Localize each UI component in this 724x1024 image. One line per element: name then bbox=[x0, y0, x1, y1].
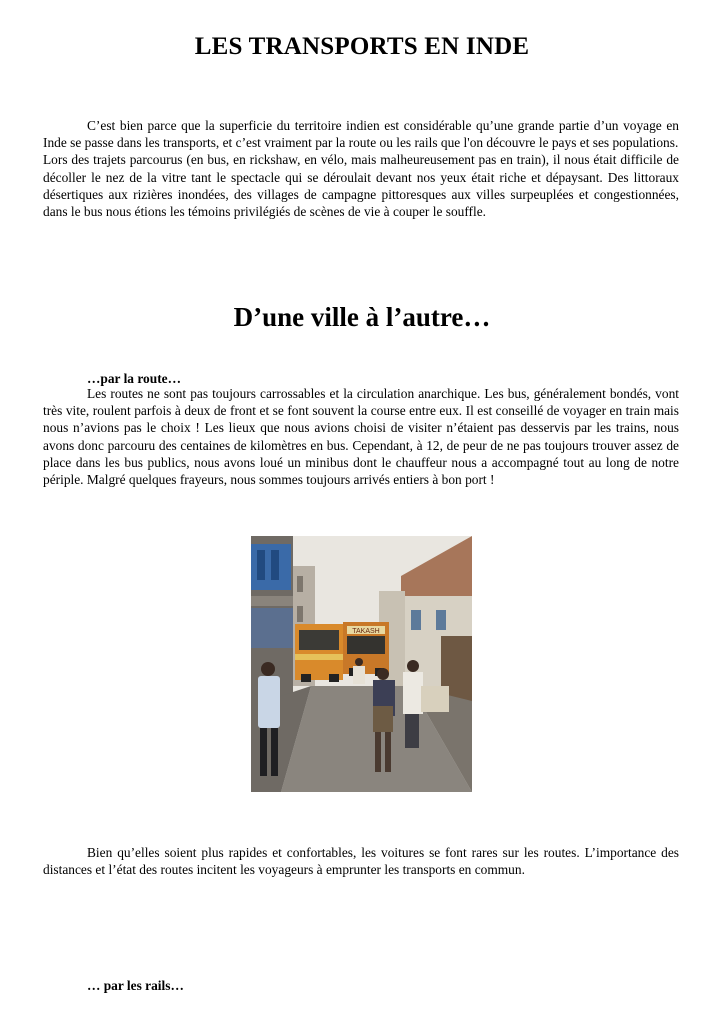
section-title: D’une ville à l’autre… bbox=[233, 302, 491, 332]
cars-paragraph bbox=[43, 844, 679, 878]
intro-paragraph bbox=[43, 117, 679, 220]
rails-heading: … par les rails… bbox=[87, 978, 184, 993]
intro-text-1: C’est bien parce que la superficie du territoire indien est considérable qu’une grande partie d’un voyage en Inde se passe dans les transports, et c’est vraiment par la route ou les rails que l'on découvre le pays et ses populations. bbox=[43, 118, 679, 151]
route-heading: …par la route… bbox=[87, 371, 181, 386]
cars-text: Bien qu’elles soient plus rapides et confortables, les voitures se font rares sur les routes. L’importance des distances et l’état des routes incitent les voyageurs à emprunter les transports en commun. bbox=[43, 845, 679, 878]
route-paragraph bbox=[43, 385, 679, 488]
page-title: LES TRANSPORTS EN INDE bbox=[194, 33, 530, 60]
street-scene-illustration bbox=[251, 536, 472, 792]
intro-text-2: Lors des trajets parcourus (en bus, en rickshaw, en vélo, mais malheureusement pas en train), il nous était difficile de décoller le nez de la vitre tant le spectacle qui se déroulait devant nos yeux était riche et dépaysant. Des littoraux désertiques aux rizières inondées, des villages de campagne pittoresques aux villes surpeuplées et congestionnées, dans le bus nous étions les témoins privilégiés de scènes de vie à couper le souffle. bbox=[43, 152, 679, 220]
bus-sign: TAKASH bbox=[352, 628, 380, 635]
route-text: Les routes ne sont pas toujours carrossables et la circulation anarchique. Les bus, généralement bondés, vont très vite, roulent parfois à deux de front et se font souvent la course entre eux. Il est conseillé de voyager en train mais nous n’avions pas le choix ! Les lieux que nous avions choisi de visiter n’étaient pas desservis par les trains, nous avons donc parcouru des centaines de kilomètres en bus. Cependant, à 12, de peur de ne pas toujours trouver assez de place dans les bus publics, nous avons loué un minibus dont le chauffeur nous a accompagné tout au long de notre périple. Malgré quelques frayeurs, nous sommes toujours arrivés entiers à bon port ! bbox=[43, 386, 679, 488]
street-photo bbox=[251, 536, 472, 792]
